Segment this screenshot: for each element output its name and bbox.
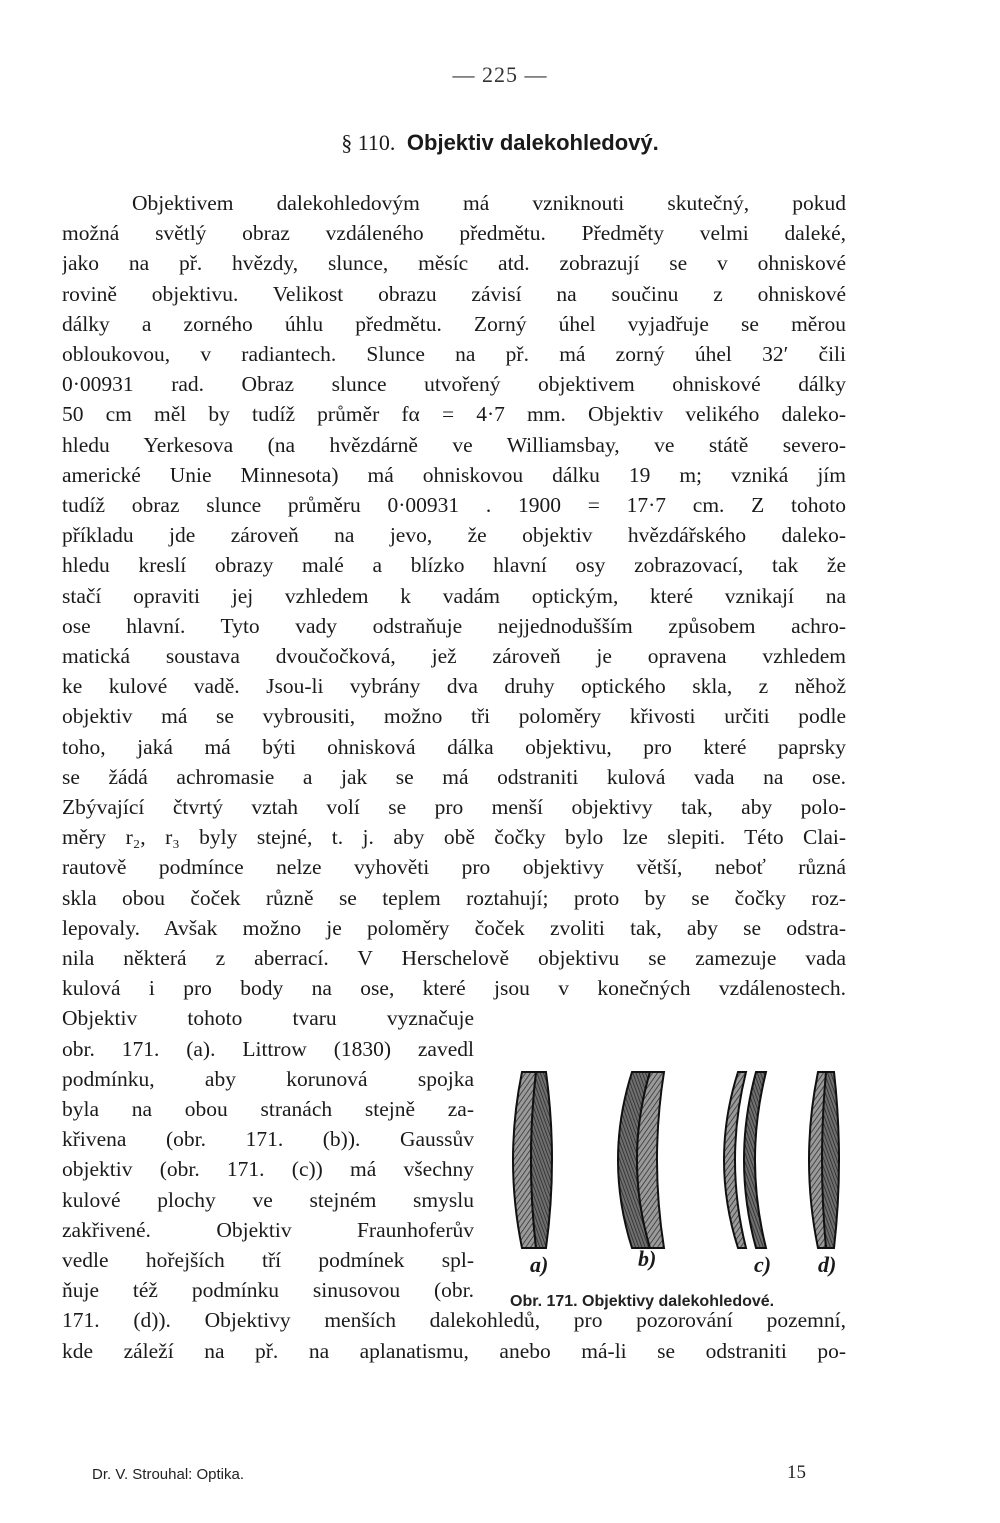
text-line: možná světlý obraz vzdáleného předmětu. Předměty velmi daleké, [62, 221, 846, 245]
footer-signature-number: 15 [787, 1462, 806, 1483]
text-line: 50 cm měl by tudíž průměr fα = 4·7 mm. Objektiv velikého daleko- [62, 402, 846, 426]
text-line: rovině objektivu. Velikost obrazu závisí na součinu z ohniskové [62, 282, 846, 306]
text-line: toho, jaká má býti ohnisková dálka objektivu, pro které paprsky [62, 735, 846, 759]
text-line: objektiv má se vybrousiti, možno tři poloměry křivosti určiti podle [62, 704, 846, 728]
text-line: tudíž obraz slunce průměru 0·00931 . 1900 = 17·7 cm. Z tohoto [62, 493, 846, 517]
text-line: 171. (d)). Objektivy menších dalekohledů, pro pozorování pozemní, [62, 1308, 846, 1332]
text-line: kulová i pro body na ose, které jsou v konečných vzdálenostech. [62, 976, 846, 1000]
text-line: americké Unie Minnesota) má ohniskovou dálku 19 m; vzniká jím [62, 463, 846, 487]
text-line: jako na př. hvězdy, slunce, měsíc atd. zobrazují se v ohniskové [62, 251, 846, 275]
text-line: kde záleží na př. na aplanatismu, anebo má-li se odstraniti po- [62, 1339, 846, 1363]
lens-a [513, 1072, 552, 1248]
text-line: ose hlavní. Tyto vady odstraňuje nejjednodušším způsobem achro- [62, 614, 846, 638]
text-line: 0·00931 rad. Obraz slunce utvořený objektivem ohniskové dálky [62, 372, 846, 396]
section-number: § 110. [341, 130, 396, 155]
text-line: Objektivem dalekohledovým má vzniknouti skutečný, pokud [132, 191, 846, 215]
text-line: nila některá z aberrací. V Herschelově objektivu se zamezuje vada [62, 946, 846, 970]
figure-label-a: a) [530, 1252, 549, 1277]
text-line: obr. 171. (a). Littrow (1830) zavedl [62, 1037, 474, 1061]
text-line: obloukovou, v radiantech. Slunce na př. má zorný úhel 32′ čili [62, 342, 846, 366]
text-line: objektiv (obr. 171. (c)) má všechny [62, 1157, 474, 1181]
lens-c [724, 1072, 766, 1248]
lens-diagram [500, 1060, 860, 1290]
figure-label-b: b) [638, 1246, 657, 1271]
text-line: ňuje též podmínku sinusovou (obr. [62, 1278, 474, 1302]
lens-b [618, 1072, 664, 1248]
text-line: Objektiv tohoto tvaru vyznačuje [62, 1006, 474, 1030]
text-line: rautově podmínce nelze vyhověti pro objektivy větší, neboť různá [62, 855, 846, 879]
figure-label-c: c) [754, 1252, 772, 1277]
text-line: lepovaly. Avšak možno je poloměry čoček zvoliti tak, aby se odstra- [62, 916, 846, 940]
text-line: příkladu jde zároveň na jevo, že objektiv hvězdářského daleko- [62, 523, 846, 547]
text-line: dálky a zorného úhlu předmětu. Zorný úhel vyjadřuje se měrou [62, 312, 846, 336]
text-line: hledu kreslí obrazy malé a blízko hlavní osy zobrazovací, tak že [62, 553, 846, 577]
text-line: vedle hořejších tří podmínek spl- [62, 1248, 474, 1272]
text-line: hledu Yerkesova (na hvězdárně ve Williamsbay, ve státě severo- [62, 433, 846, 457]
text-line: Zbývající čtvrtý vztah volí se pro menší objektivy tak, aby polo- [62, 795, 846, 819]
text-line: se žádá achromasie a jak se má odstraniti kulová vada na ose. [62, 765, 846, 789]
figure-caption: Obr. 171. Objektivy dalekohledové. [510, 1293, 775, 1310]
lens-figure [500, 1060, 860, 1290]
text-line: byla na obou stranách stejně za- [62, 1097, 474, 1121]
text-line: ke kulové vadě. Jsou-li vybrány dva druhy optického skla, z něhož [62, 674, 846, 698]
figure-label-d: d) [818, 1252, 837, 1277]
text-line: podmínku, aby korunová spojka [62, 1067, 474, 1091]
text-line: měry r₂, r₃ byly stejné, t. j. aby obě čočky bylo lze slepiti. Této Clai- [62, 825, 846, 849]
text-line: křivena (obr. 171. (b)). Gaussův [62, 1127, 474, 1151]
text-line: matická soustava dvoučočková, jež zároveň je opravena vzhledem [62, 644, 846, 668]
section-heading [0, 130, 1000, 156]
text-line: stačí opraviti jej vzhledem k vadám optickým, které vznikají na [62, 584, 846, 608]
text-line: skla obou čoček různě se teplem roztahují; proto by se čočky roz- [62, 886, 846, 910]
footer-author-title: Dr. V. Strouhal: Optika. [92, 1466, 245, 1483]
text-line: kulové plochy ve stejném smyslu [62, 1188, 474, 1212]
section-title: Objektiv dalekohledový. [406, 130, 659, 155]
lens-d [809, 1072, 839, 1248]
text-line: zakřivené. Objektiv Fraunhoferův [62, 1218, 474, 1242]
page-number: — 225 — [452, 62, 548, 87]
